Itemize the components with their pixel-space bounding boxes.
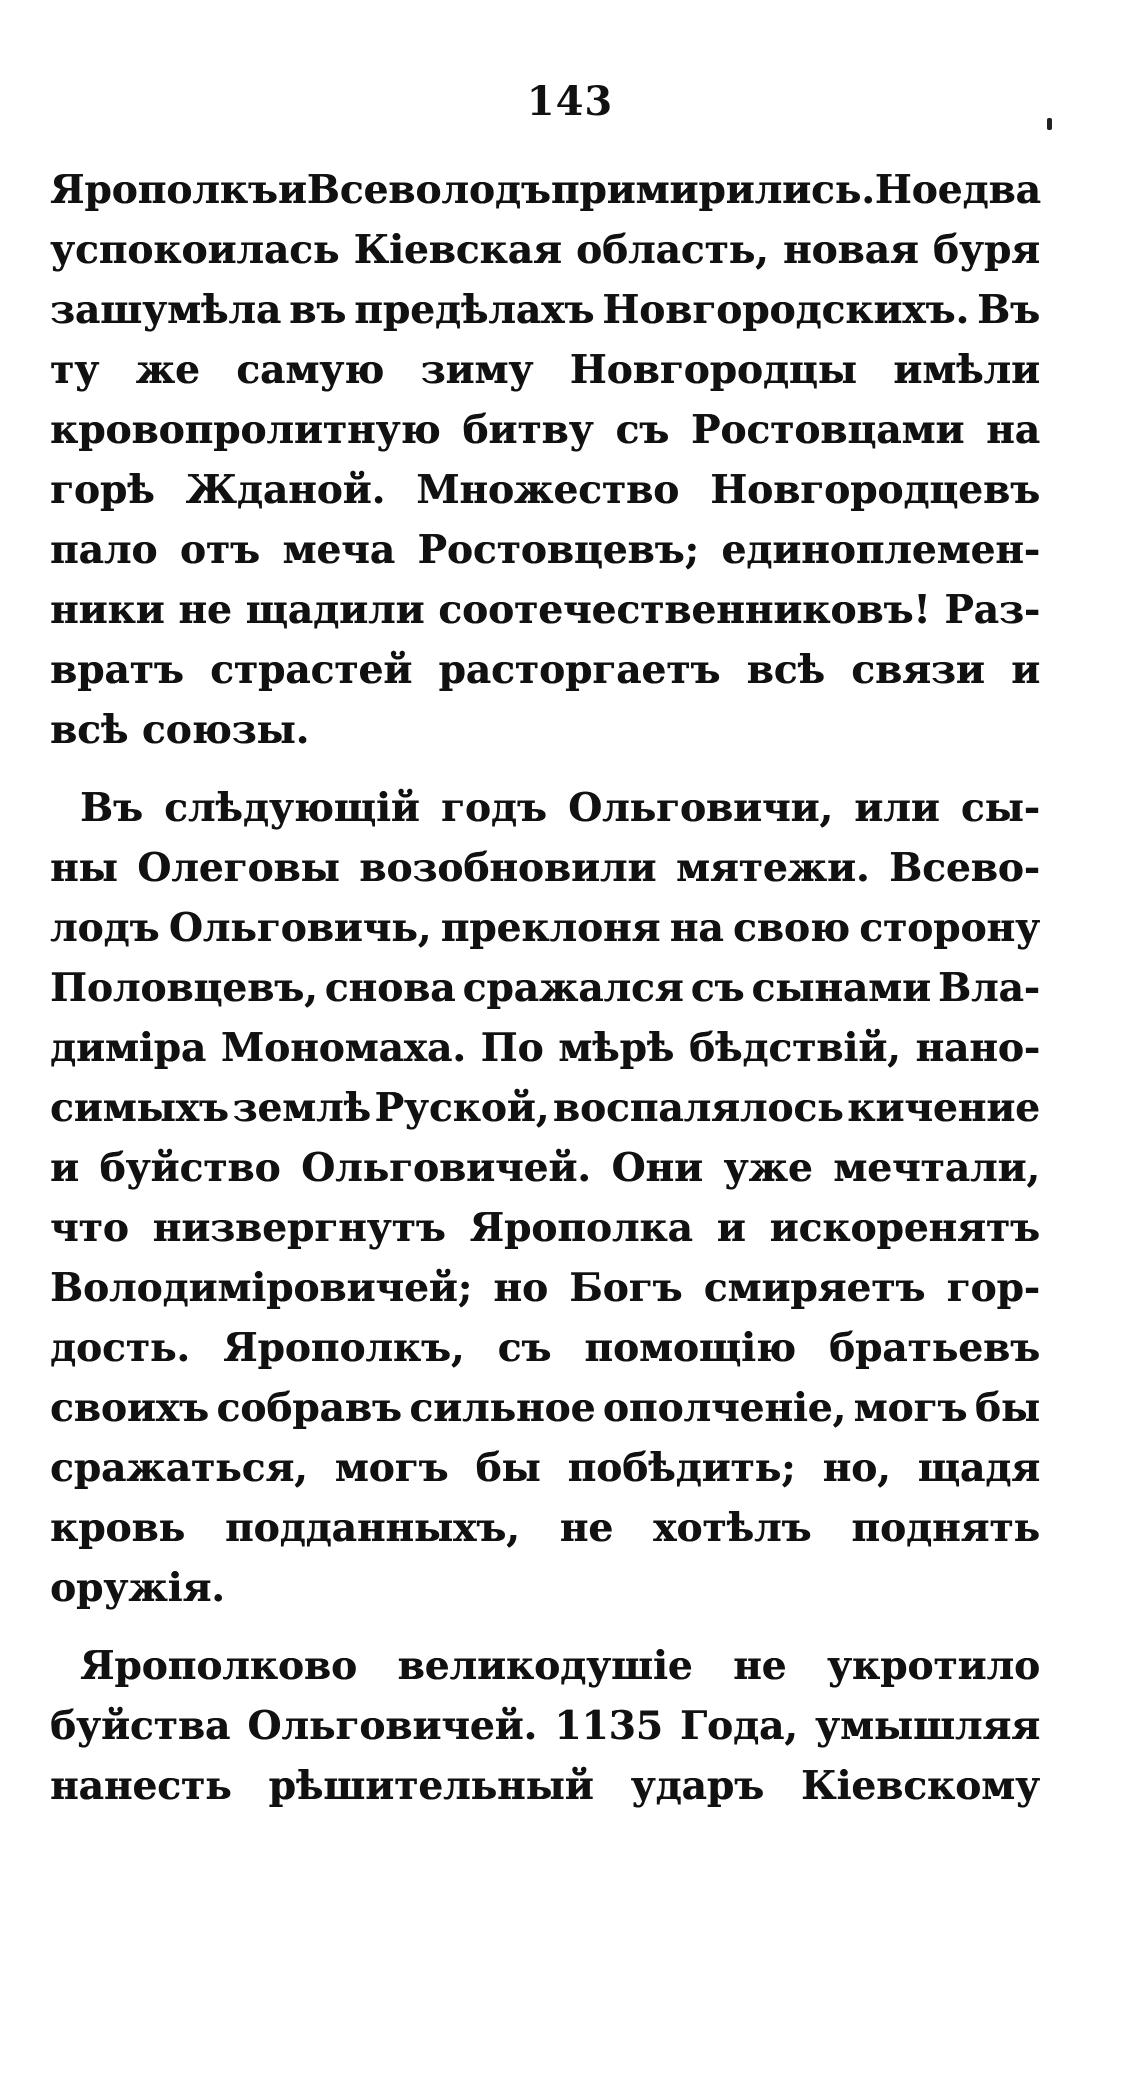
text-line: Половцевъ, снова сражался съ сынами Вла- [50, 965, 1040, 1011]
paragraph-1 [50, 160, 1040, 760]
page-number: 143 [526, 78, 614, 125]
text-line: успокоилась Кіевская область, новая буря [50, 227, 1040, 273]
text-line: сражаться, могъ бы побѣдить; но, щадя [50, 1445, 1040, 1491]
text-line: кровь подданныхъ, не хотѣлъ поднять [50, 1505, 1040, 1551]
text-line: диміра Мономаха. По мѣрѣ бѣдствій, нано- [50, 1025, 1040, 1071]
ink-speck [1047, 118, 1052, 130]
text-line: нанесть рѣшительный ударъ Кіевскому [50, 1763, 1040, 1809]
body-text [50, 160, 1040, 1834]
text-line: оружія. [50, 1565, 225, 1611]
text-line: вратъ страстей расторгаетъ всѣ связи и [50, 647, 1040, 693]
paragraph-2 [50, 778, 1040, 1618]
text-line: пало отъ меча Ростовцевъ; единоплемен- [50, 527, 1040, 573]
text-line: ники не щадили соотечественниковъ! Раз- [50, 587, 1040, 633]
text-line: симыхъ землѣ Руской, воспалялось кичение [50, 1085, 1040, 1131]
text-line: дость. Ярополкъ, съ помощію братьевъ [50, 1325, 1040, 1371]
text-line: буйства Ольговичей. 1135 Года, умышляя [50, 1703, 1040, 1749]
text-line: ту же самую зиму Новгородцы имѣли [50, 347, 1040, 393]
text-line: зашумѣла въ предѣлахъ Новгородскихъ. Въ [50, 287, 1040, 333]
text-line: Ярополково великодушіе не укротило [80, 1643, 1040, 1689]
text-line: лодъ Ольговичь, преклоня на свою сторону [50, 905, 1040, 951]
text-line: своихъ собравъ сильное ополченіе, могъ бы [50, 1385, 1040, 1431]
text-line: Ярополкъ и Всеволодъ примирились. Но едва [50, 167, 1041, 213]
text-line: кровопролитную битву съ Ростовцами на [50, 407, 1040, 453]
text-line: горѣ Жданой. Множество Новгородцевъ [50, 467, 1040, 513]
text-line: Володиміровичей; но Богъ смиряетъ гор- [50, 1265, 1040, 1311]
text-line: Въ слѣдующій годъ Ольговичи, или сы- [80, 785, 1040, 831]
text-line: ны Олеговы возобновили мятежи. Всево- [50, 845, 1040, 891]
paragraph-3 [50, 1636, 1040, 1816]
text-line: и буйство Ольговичей. Они уже мечтали, [50, 1145, 1040, 1191]
text-line: что низвергнутъ Ярополка и искоренятъ [50, 1205, 1040, 1251]
text-line: всѣ союзы. [50, 707, 310, 753]
